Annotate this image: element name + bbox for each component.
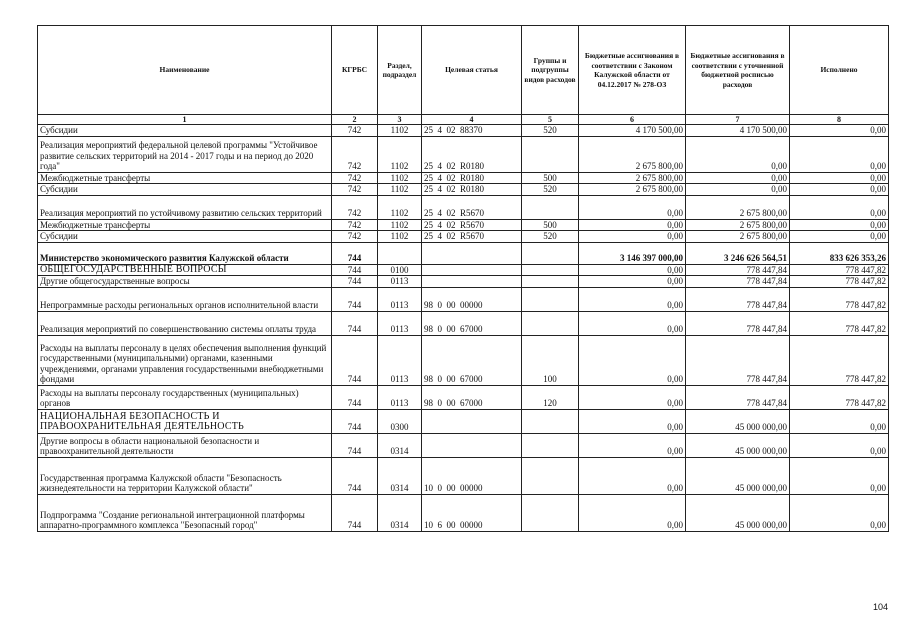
row-kgrbs: 742: [332, 219, 378, 231]
page-number: 104: [872, 602, 888, 612]
row-group: 520: [522, 184, 579, 196]
col-number: 2: [332, 115, 378, 125]
row-budget-refined: 2 675 800,00: [686, 231, 790, 243]
row-group: [522, 287, 579, 311]
row-executed: 0,00: [790, 195, 889, 219]
table-row: [38, 219, 889, 231]
table-row: [38, 409, 889, 433]
header-groups: Группы и подгруппы видов расходов: [522, 26, 579, 115]
row-section: 0113: [378, 311, 422, 335]
header-budget-refined: Бюджетные ассигнования в соответствии с уточненной бюджетной росписью расходов: [686, 26, 790, 115]
table-row: [38, 335, 889, 385]
header-executed: Исполнено: [790, 26, 889, 115]
col-number: 1: [38, 115, 332, 125]
row-group: [522, 311, 579, 335]
table-row: [38, 264, 889, 276]
row-target: [422, 433, 522, 457]
row-section: 1102: [378, 125, 422, 137]
row-kgrbs: 744: [332, 311, 378, 335]
row-section: [378, 242, 422, 264]
row-kgrbs: 742: [332, 172, 378, 184]
table-row: [38, 494, 889, 531]
row-group: [522, 433, 579, 457]
row-target: 25 4 02 R5670: [422, 195, 522, 219]
row-target: 25 4 02 R0180: [422, 136, 522, 172]
col-number: 6: [579, 115, 686, 125]
row-kgrbs: 742: [332, 195, 378, 219]
row-kgrbs: 742: [332, 184, 378, 196]
table-row: [38, 276, 889, 288]
table-row: [38, 172, 889, 184]
row-target: [422, 409, 522, 433]
row-executed: 778 447,82: [790, 264, 889, 276]
row-group: [522, 276, 579, 288]
row-section: 0314: [378, 457, 422, 494]
row-executed: 778 447,82: [790, 385, 889, 409]
row-name: Расходы на выплаты персоналу в целях обеспечения выполнения функций государственными (муниципальными) органами, казенными учреждениями, органами управления государственными внебюджетными фондами: [38, 335, 332, 385]
row-kgrbs: 744: [332, 409, 378, 433]
row-target: 98 0 00 67000: [422, 311, 522, 335]
row-budget-refined: 0,00: [686, 184, 790, 196]
row-budget-law: 2 675 800,00: [579, 184, 686, 196]
row-budget-refined: 0,00: [686, 172, 790, 184]
row-budget-refined: 45 000 000,00: [686, 457, 790, 494]
row-group: 120: [522, 385, 579, 409]
table-row: [38, 242, 889, 264]
row-budget-refined: 45 000 000,00: [686, 409, 790, 433]
row-name: Расходы на выплаты персоналу государственных (муниципальных) органов: [38, 385, 332, 409]
col-number: 8: [790, 115, 889, 125]
row-executed: 0,00: [790, 219, 889, 231]
row-budget-refined: 0,00: [686, 136, 790, 172]
row-section: 1102: [378, 195, 422, 219]
row-name: Субсидии: [38, 231, 332, 243]
row-group: [522, 494, 579, 531]
row-group: [522, 242, 579, 264]
row-target: [422, 242, 522, 264]
row-group: [522, 264, 579, 276]
table-row: [38, 433, 889, 457]
row-budget-law: 2 675 800,00: [579, 172, 686, 184]
row-section: 0314: [378, 494, 422, 531]
row-name: Другие вопросы в области национальной безопасности и правоохранительной деятельности: [38, 433, 332, 457]
row-target: 98 0 00 67000: [422, 385, 522, 409]
row-target: 25 4 02 R0180: [422, 184, 522, 196]
row-target: 25 4 02 88370: [422, 125, 522, 137]
row-kgrbs: 744: [332, 242, 378, 264]
budget-table: [37, 25, 889, 532]
row-kgrbs: 744: [332, 457, 378, 494]
table-row: [38, 385, 889, 409]
row-budget-law: 3 146 397 000,00: [579, 242, 686, 264]
row-target: [422, 264, 522, 276]
row-budget-refined: 2 675 800,00: [686, 219, 790, 231]
row-name: Другие общегосударственные вопросы: [38, 276, 332, 288]
row-executed: 778 447,82: [790, 335, 889, 385]
col-number: 5: [522, 115, 579, 125]
row-budget-law: 0,00: [579, 264, 686, 276]
row-name: Реализация мероприятий федеральной целевой программы "Устойчивое развитие сельских территорий на 2014 - 2017 годы и на период до 2020 года": [38, 136, 332, 172]
row-name: Межбюджетные трансферты: [38, 219, 332, 231]
row-section: 1102: [378, 172, 422, 184]
row-kgrbs: 742: [332, 136, 378, 172]
row-section: 1102: [378, 136, 422, 172]
row-executed: 778 447,82: [790, 276, 889, 288]
header-row: [38, 26, 889, 115]
row-executed: 0,00: [790, 125, 889, 137]
row-budget-refined: 4 170 500,00: [686, 125, 790, 137]
row-executed: 0,00: [790, 184, 889, 196]
header-budget-law: Бюджетные ассигнования в соответствии с Законом Калужской области от 04.12.2017 № 278-ОЗ: [579, 26, 686, 115]
row-group: [522, 136, 579, 172]
row-section: 0113: [378, 385, 422, 409]
row-target: 10 6 00 00000: [422, 494, 522, 531]
row-section: 1102: [378, 219, 422, 231]
table-row: [38, 457, 889, 494]
col-number: 3: [378, 115, 422, 125]
row-executed: 0,00: [790, 231, 889, 243]
row-name: ОБЩЕГОСУДАРСТВЕННЫЕ ВОПРОСЫ: [38, 264, 332, 276]
row-kgrbs: 742: [332, 125, 378, 137]
row-budget-refined: 778 447,84: [686, 287, 790, 311]
row-kgrbs: 744: [332, 433, 378, 457]
row-budget-law: 0,00: [579, 231, 686, 243]
row-section: 1102: [378, 231, 422, 243]
row-name: Реализация мероприятий по совершенствованию системы оплаты труда: [38, 311, 332, 335]
row-section: 0300: [378, 409, 422, 433]
row-budget-law: 0,00: [579, 287, 686, 311]
row-budget-refined: 778 447,84: [686, 335, 790, 385]
row-budget-refined: 45 000 000,00: [686, 494, 790, 531]
row-name: Реализация мероприятий по устойчивому развитию сельских территорий: [38, 195, 332, 219]
row-name: Непрограммные расходы региональных органов исполнительной власти: [38, 287, 332, 311]
row-executed: 0,00: [790, 409, 889, 433]
row-budget-refined: 778 447,84: [686, 311, 790, 335]
header-kgrbs: КГРБС: [332, 26, 378, 115]
row-budget-law: 0,00: [579, 195, 686, 219]
row-budget-refined: 45 000 000,00: [686, 433, 790, 457]
row-section: 0113: [378, 287, 422, 311]
table-row: [38, 311, 889, 335]
row-kgrbs: 744: [332, 385, 378, 409]
row-budget-refined: 2 675 800,00: [686, 195, 790, 219]
row-budget-law: 0,00: [579, 457, 686, 494]
row-target: 98 0 00 00000: [422, 287, 522, 311]
row-budget-law: 0,00: [579, 311, 686, 335]
row-executed: 0,00: [790, 172, 889, 184]
row-budget-law: 0,00: [579, 276, 686, 288]
table-row: [38, 184, 889, 196]
row-kgrbs: 744: [332, 335, 378, 385]
row-budget-law: 0,00: [579, 335, 686, 385]
col-number: 4: [422, 115, 522, 125]
row-budget-law: 2 675 800,00: [579, 136, 686, 172]
column-numbers-row: [38, 115, 889, 125]
row-group: [522, 457, 579, 494]
row-executed: 0,00: [790, 457, 889, 494]
row-name: Подпрограмма "Создание региональной интеграционной платформы аппаратно-программного комплекса "Безопасный город": [38, 494, 332, 531]
row-budget-refined: 778 447,84: [686, 385, 790, 409]
row-group: [522, 409, 579, 433]
row-section: 1102: [378, 184, 422, 196]
row-group: 100: [522, 335, 579, 385]
row-group: 500: [522, 172, 579, 184]
header-target: Целевая статья: [422, 26, 522, 115]
row-executed: 778 447,82: [790, 287, 889, 311]
row-target: 98 0 00 67000: [422, 335, 522, 385]
row-kgrbs: 744: [332, 276, 378, 288]
row-executed: 833 626 353,26: [790, 242, 889, 264]
table-row: [38, 231, 889, 243]
table-row: [38, 195, 889, 219]
header-name: Наименование: [38, 26, 332, 115]
row-group: 520: [522, 231, 579, 243]
row-budget-refined: 778 447,84: [686, 264, 790, 276]
table-row: [38, 136, 889, 172]
row-name: Субсидии: [38, 125, 332, 137]
row-section: 0113: [378, 335, 422, 385]
header-section: Раздел, подраздел: [378, 26, 422, 115]
row-target: 25 4 02 R0180: [422, 172, 522, 184]
row-budget-law: 0,00: [579, 219, 686, 231]
row-target: 25 4 02 R5670: [422, 219, 522, 231]
row-name: Государственная программа Калужской области "Безопасность жизнедеятельности на территории Калужской области": [38, 457, 332, 494]
row-kgrbs: 744: [332, 264, 378, 276]
row-executed: 778 447,82: [790, 311, 889, 335]
row-section: 0113: [378, 276, 422, 288]
row-budget-law: 0,00: [579, 494, 686, 531]
row-group: 520: [522, 125, 579, 137]
row-budget-law: 0,00: [579, 385, 686, 409]
row-section: 0100: [378, 264, 422, 276]
row-section: 0314: [378, 433, 422, 457]
row-target: [422, 276, 522, 288]
row-name: Субсидии: [38, 184, 332, 196]
row-kgrbs: 744: [332, 287, 378, 311]
row-name: НАЦИОНАЛЬНАЯ БЕЗОПАСНОСТЬ И ПРАВООХРАНИТЕЛЬНАЯ ДЕЯТЕЛЬНОСТЬ: [38, 409, 332, 433]
row-kgrbs: 742: [332, 231, 378, 243]
row-executed: 0,00: [790, 494, 889, 531]
table-row: [38, 125, 889, 137]
row-kgrbs: 744: [332, 494, 378, 531]
row-group: [522, 195, 579, 219]
row-budget-law: 4 170 500,00: [579, 125, 686, 137]
row-budget-law: 0,00: [579, 433, 686, 457]
col-number: 7: [686, 115, 790, 125]
row-executed: 0,00: [790, 136, 889, 172]
row-budget-refined: 3 246 626 564,51: [686, 242, 790, 264]
row-executed: 0,00: [790, 433, 889, 457]
row-target: 25 4 02 R5670: [422, 231, 522, 243]
row-name: Министерство экономического развития Калужской области: [38, 242, 332, 264]
row-group: 500: [522, 219, 579, 231]
row-budget-refined: 778 447,84: [686, 276, 790, 288]
row-target: 10 0 00 00000: [422, 457, 522, 494]
row-budget-law: 0,00: [579, 409, 686, 433]
table-row: [38, 287, 889, 311]
row-name: Межбюджетные трансферты: [38, 172, 332, 184]
